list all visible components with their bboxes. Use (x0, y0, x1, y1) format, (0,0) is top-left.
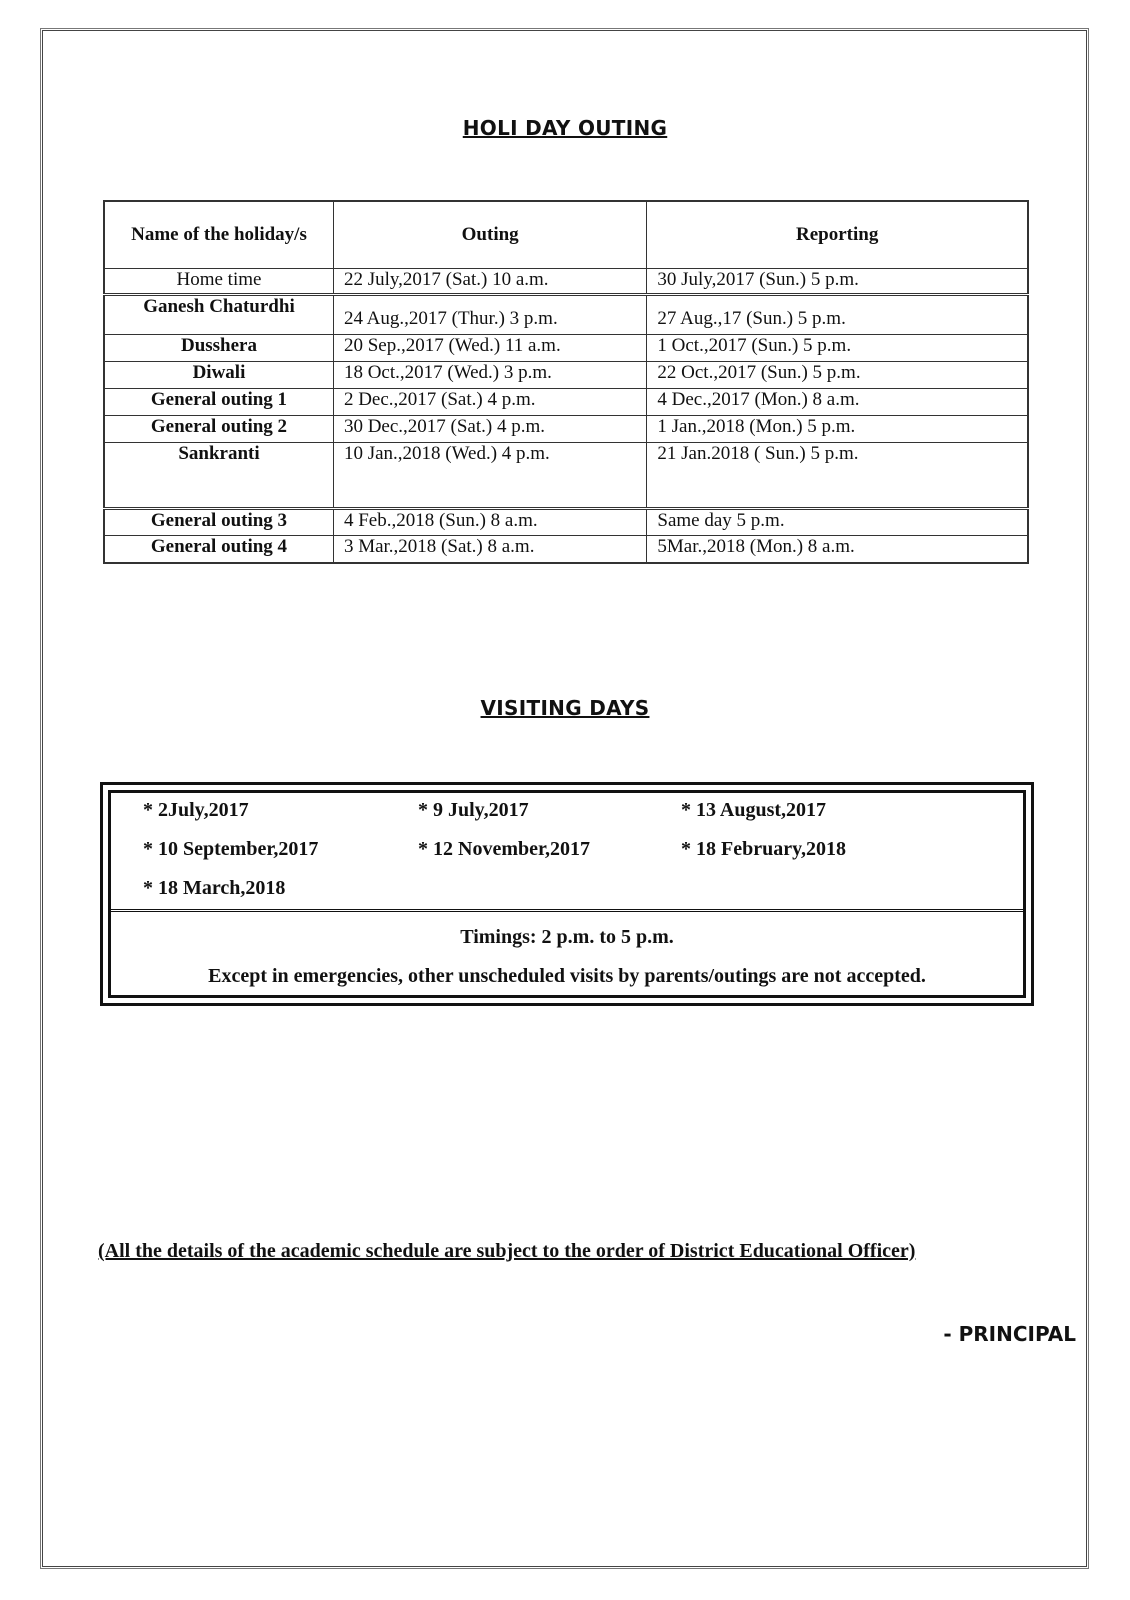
table-row (104, 335, 1028, 362)
table-row (104, 389, 1028, 416)
visiting-date: * 12 November,2017 (418, 838, 591, 860)
visits-note: Except in emergencies, other unscheduled visits by parents/outings are not accepted. (208, 965, 926, 987)
holiday-name: General outing 2 (104, 416, 333, 443)
schedule-disclaimer: (All the details of the academic schedule are subject to the order of District Educational Officer) (98, 1240, 916, 1262)
visiting-date: * 13 August,2017 (681, 799, 827, 821)
holiday-name: Home time (104, 269, 333, 295)
table-row (104, 295, 1028, 335)
visiting-date: * 18 February,2018 (681, 838, 846, 860)
table-row (104, 416, 1028, 443)
outing-value: 18 Oct.,2017 (Wed.) 3 p.m. (333, 362, 646, 389)
visiting-timings (111, 912, 1023, 995)
holiday-outing-title: HOLI DAY OUTING (462, 116, 668, 140)
visiting-dates-list (111, 793, 1023, 912)
holiday-name: General outing 1 (104, 389, 333, 416)
holiday-name: Diwali (104, 362, 333, 389)
reporting-value: 27 Aug.,17 (Sun.) 5 p.m. (647, 295, 1028, 335)
outing-value: 4 Feb.,2018 (Sun.) 8 a.m. (333, 509, 646, 536)
visiting-days-inner-frame (108, 790, 1026, 998)
visiting-date: * 2July,2017 (143, 799, 249, 821)
outing-value: 20 Sep.,2017 (Wed.) 11 a.m. (333, 335, 646, 362)
visiting-date: * 9 July,2017 (418, 799, 529, 821)
table-row (104, 536, 1028, 563)
visiting-days-box (100, 782, 1034, 1006)
holiday-name: General outing 3 (104, 509, 333, 536)
outing-value: 10 Jan.,2018 (Wed.) 4 p.m. (333, 443, 646, 509)
table-header-row (104, 201, 1028, 269)
visiting-date: * 18 March,2018 (143, 877, 286, 899)
column-header-outing: Outing (333, 201, 646, 269)
table-row (104, 362, 1028, 389)
holiday-name: Sankranti (104, 443, 333, 509)
table-row (104, 509, 1028, 536)
reporting-value: 4 Dec.,2017 (Mon.) 8 a.m. (647, 389, 1028, 416)
reporting-value: 21 Jan.2018 ( Sun.) 5 p.m. (647, 443, 1028, 509)
holiday-name: Dusshera (104, 335, 333, 362)
table-row (104, 443, 1028, 509)
outing-value: 30 Dec.,2017 (Sat.) 4 p.m. (333, 416, 646, 443)
principal-signature: - PRINCIPAL (943, 1322, 1076, 1346)
holiday-outing-table (103, 200, 1029, 564)
reporting-value: 5Mar.,2018 (Mon.) 8 a.m. (647, 536, 1028, 563)
visiting-days-title: VISITING DAYS (480, 696, 650, 720)
outing-value: 22 July,2017 (Sat.) 10 a.m. (333, 269, 646, 295)
timings-text: Timings: 2 p.m. to 5 p.m. (460, 926, 674, 948)
reporting-value: 1 Jan.,2018 (Mon.) 5 p.m. (647, 416, 1028, 443)
visiting-date: * 10 September,2017 (143, 838, 319, 860)
outing-value: 24 Aug.,2017 (Thur.) 3 p.m. (333, 295, 646, 335)
outing-value: 2 Dec.,2017 (Sat.) 4 p.m. (333, 389, 646, 416)
column-header-name: Name of the holiday/s (104, 201, 333, 269)
reporting-value: Same day 5 p.m. (647, 509, 1028, 536)
holiday-name: Ganesh Chaturdhi (104, 295, 333, 335)
column-header-reporting: Reporting (647, 201, 1028, 269)
holiday-name: General outing 4 (104, 536, 333, 563)
reporting-value: 1 Oct.,2017 (Sun.) 5 p.m. (647, 335, 1028, 362)
reporting-value: 22 Oct.,2017 (Sun.) 5 p.m. (647, 362, 1028, 389)
outing-value: 3 Mar.,2018 (Sat.) 8 a.m. (333, 536, 646, 563)
table-row (104, 269, 1028, 295)
reporting-value: 30 July,2017 (Sun.) 5 p.m. (647, 269, 1028, 295)
